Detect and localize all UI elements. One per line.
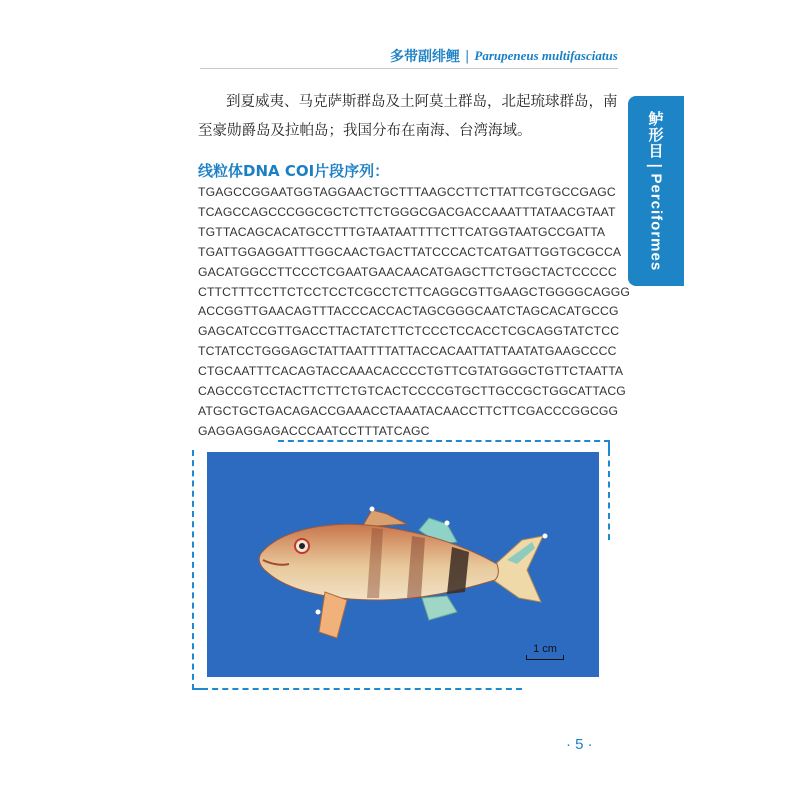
sequence-section-title: 线粒体DNA COI片段序列： bbox=[198, 162, 390, 180]
sequence-line: CTTCTTTCCTTCTCCTCCTCGCCTCTTCAGGCGTTGAAGCTGGGGCAGGG bbox=[198, 284, 630, 299]
order-cn: 鲈形目 bbox=[646, 110, 665, 159]
sequence-line: ATGCTGCTGACAGACCGAAACCTAAATACAACCTTCTTCGACCCGGCGG bbox=[198, 403, 619, 418]
header-species-cn: 多带副绯鲤 bbox=[390, 49, 460, 65]
sequence-line: GAGCATCCGTTGACCTTACTATCTTCTCCCTCCACCTCGCAGGTATCTCC bbox=[198, 324, 620, 339]
sequence-line: TGTTACAGCACATGCCTTTGTAATAATTTTCTTCATGGTAATGCCGATTA bbox=[198, 224, 606, 239]
sequence-line: ACCGGTTGAACAGTTTACCCACCACTAGCGGGCAATCTAGCACATGCCG bbox=[198, 304, 619, 319]
sequence-line: TGATTGGAGGATTTGGCAACTGACTTATCCCACTCATGATTGGTGCGCCA bbox=[198, 244, 622, 259]
page-number: · 5 · bbox=[566, 736, 593, 753]
scale-line bbox=[526, 655, 564, 660]
order-side-tab bbox=[628, 96, 684, 286]
scale-label: 1 cm bbox=[533, 643, 557, 655]
sequence-line: GAGGAGGAGACCCAATCCTTTATCAGC bbox=[198, 423, 430, 438]
sequence-line: GACATGGCCTTCCCTCGAATGAACAACATGAGCTTCTGGCTACTCCCCC bbox=[198, 264, 617, 279]
header-species-latin: Parupeneus multifasciatus bbox=[474, 48, 618, 63]
sequence-line: CTGCAATTTCACAGTACCAAACACCCCTGTTCGTATGGGCTGTTCTAATTA bbox=[198, 364, 624, 379]
sequence-line: TCAGCCAGCCCGGCGCTCTTCTGGGCGACGACCAAATTTATAACGTAAT bbox=[198, 204, 616, 219]
coi-sequence bbox=[198, 183, 628, 442]
order-separator: | bbox=[646, 162, 665, 170]
paragraph-line: 至豪勋爵岛及拉帕岛；我国分布在南海、台湾海域。 bbox=[198, 123, 532, 139]
sequence-line: TCTATCCTGGGAGCTATTAATTTTATTACCACAATTATTAATATGAAGCCCC bbox=[198, 344, 617, 359]
sequence-line: TGAGCCGGAATGGTAGGAACTGCTTTAAGCCTTCTTATTCGTGCCGAGC bbox=[198, 185, 616, 199]
running-header bbox=[390, 46, 618, 66]
distribution-paragraph bbox=[198, 88, 618, 146]
paragraph-line: 到夏威夷、马克萨斯群岛及土阿莫土群岛，北起琉球群岛，南 bbox=[226, 94, 618, 110]
header-rule bbox=[200, 68, 618, 69]
scale-bar bbox=[526, 643, 564, 660]
header-separator: | bbox=[465, 48, 470, 64]
order-latin: Perciformes bbox=[647, 173, 665, 272]
sequence-line: CAGCCGTCCTACTTCTTCTGTCACTCCCCGTGCTTGCCGCTGGCATTACG bbox=[198, 384, 626, 399]
